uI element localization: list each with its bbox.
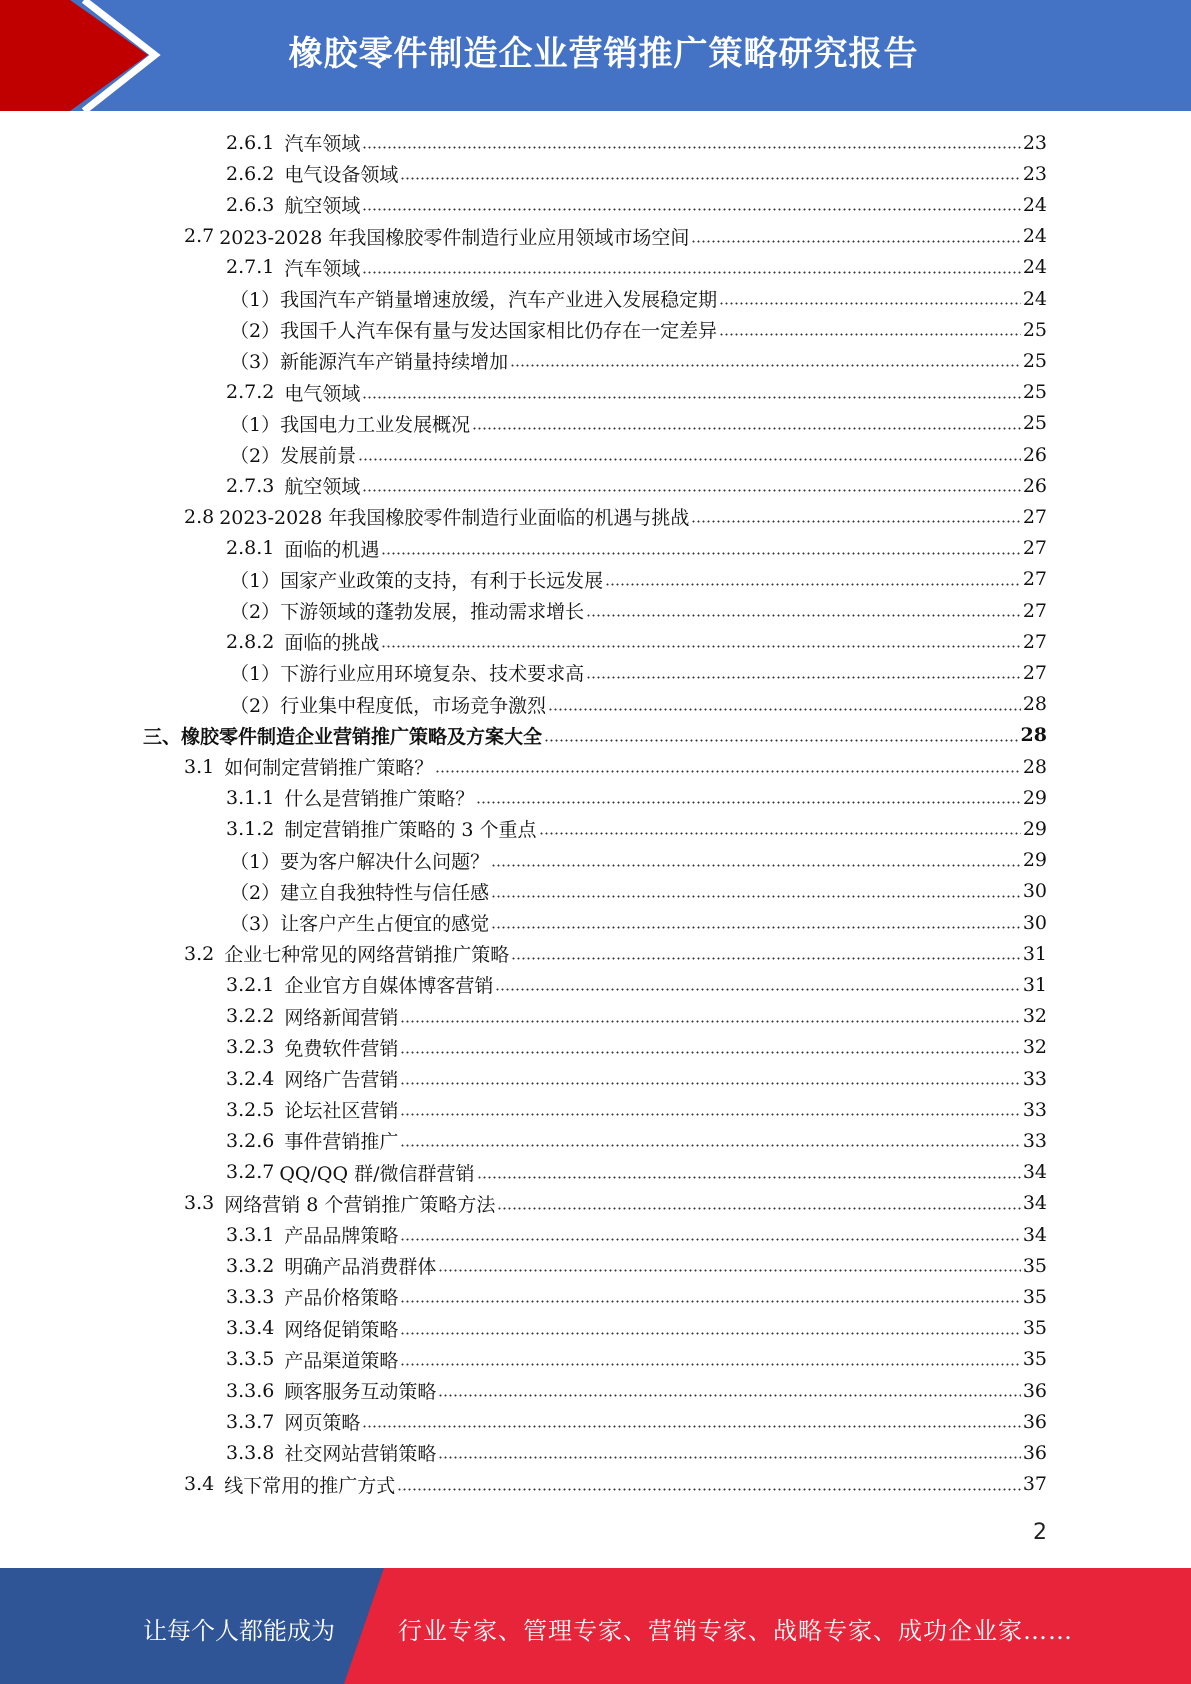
toc-entry[interactable] bbox=[230, 314, 1047, 345]
toc-entry[interactable] bbox=[226, 158, 1047, 189]
toc-dot-leader bbox=[400, 1237, 1020, 1242]
toc-entry-number: 3.1 bbox=[184, 755, 215, 778]
footer-slogan-left: 让每个人都能成为 bbox=[143, 1617, 335, 1645]
toc-entry[interactable] bbox=[226, 969, 1047, 1000]
toc-entry-title: 电气领域 bbox=[284, 382, 361, 405]
toc-entry-title: 网络广告营销 bbox=[284, 1069, 399, 1091]
toc-entry-number: 3.3.3 bbox=[226, 1285, 275, 1308]
toc-dot-leader bbox=[400, 176, 1020, 181]
toc-entry-number: （2） bbox=[230, 445, 281, 467]
toc-entry-page: 31 bbox=[1022, 973, 1047, 996]
toc-dot-leader bbox=[358, 457, 1021, 462]
toc-entry-number: 3.2.1 bbox=[226, 973, 275, 996]
toc-entry-page: 26 bbox=[1022, 474, 1047, 497]
toc-entry-number: （1） bbox=[230, 663, 281, 686]
toc-entry-number: 2.7.3 bbox=[226, 474, 275, 497]
toc-entry-title: 要为客户解决什么问题？ bbox=[280, 850, 490, 873]
toc-entry-title: 发展前景 bbox=[280, 445, 357, 467]
toc-dot-leader bbox=[438, 1393, 1020, 1398]
toc-entry-number: 2.7.2 bbox=[226, 381, 275, 404]
toc-entry-number: （2） bbox=[230, 694, 281, 717]
toc-entry-page: 30 bbox=[1022, 880, 1047, 903]
toc-dot-leader bbox=[381, 551, 1020, 556]
toc-entry-title: 线下常用的推广方式 bbox=[224, 1474, 396, 1497]
toc-entry-number: （1） bbox=[230, 850, 281, 873]
toc-entry[interactable] bbox=[226, 813, 1047, 844]
toc-entry-title: 面临的机遇 bbox=[284, 538, 380, 561]
toc-entry-page: 29 bbox=[1022, 849, 1047, 872]
page-footer bbox=[0, 1568, 1191, 1684]
page-header bbox=[0, 0, 1191, 111]
toc-entry-number: 3.2.3 bbox=[226, 1036, 275, 1059]
toc-entry-number: 3.2.4 bbox=[226, 1067, 275, 1090]
toc-entry-title: 电气设备领域 bbox=[284, 164, 399, 187]
toc-entry-title: 制定营销推广策略的 3 个重点 bbox=[284, 819, 537, 842]
toc-dot-leader bbox=[438, 1455, 1020, 1460]
toc-dot-leader bbox=[548, 707, 1021, 712]
toc-entry-title: 事件营销推广 bbox=[284, 1131, 399, 1154]
toc-dot-leader bbox=[497, 1206, 1020, 1211]
toc-dot-leader bbox=[362, 270, 1020, 275]
toc-entry-number: 3.2.2 bbox=[226, 1005, 275, 1028]
toc-dot-leader bbox=[400, 1143, 1020, 1148]
toc-entry-page: 31 bbox=[1022, 942, 1047, 965]
toc-entry-page: 29 bbox=[1022, 817, 1047, 840]
toc-dot-leader bbox=[605, 582, 1021, 587]
toc-entry[interactable] bbox=[226, 1063, 1047, 1094]
toc-entry-page: 35 bbox=[1022, 1348, 1047, 1371]
toc-entry-title: 什么是营销推广策略？ bbox=[284, 788, 475, 811]
toc-entry-title: 航空领域 bbox=[284, 195, 361, 218]
toc-entry-page: 24 bbox=[1022, 193, 1047, 216]
toc-dot-leader bbox=[476, 800, 1020, 805]
toc-dot-leader bbox=[400, 1081, 1020, 1086]
toc-entry-number: 2.7 bbox=[184, 225, 215, 248]
toc-dot-leader bbox=[400, 1299, 1020, 1304]
toc-entry[interactable] bbox=[226, 1157, 1047, 1188]
toc-entry-title: 企业官方自媒体博客营销 bbox=[284, 975, 494, 998]
toc-entry-page: 25 bbox=[1022, 412, 1047, 435]
toc-entry-page: 37 bbox=[1022, 1473, 1047, 1496]
toc-entry-page: 34 bbox=[1022, 1223, 1047, 1246]
toc-entry-number: 2.8 bbox=[184, 505, 215, 528]
toc-entry-title: 下游领域的蓬勃发展，推动需求增长 bbox=[280, 601, 585, 623]
page-number: 2 bbox=[1033, 1520, 1047, 1545]
toc-entry[interactable] bbox=[226, 377, 1047, 408]
toc-entry-page: 33 bbox=[1022, 1098, 1047, 1121]
toc-dot-leader bbox=[362, 1424, 1020, 1429]
toc-entry-page: 35 bbox=[1022, 1285, 1047, 1308]
toc-entry-number: 3.2.6 bbox=[226, 1129, 275, 1152]
toc-entry[interactable] bbox=[184, 501, 1047, 532]
toc-entry-page: 30 bbox=[1022, 911, 1047, 934]
toc-dot-leader bbox=[435, 769, 1021, 774]
toc-entry-title: 2023-2028 年我国橡胶零件制造行业面临的机遇与挑战 bbox=[219, 507, 690, 530]
toc-entry-title: 汽车领域 bbox=[284, 257, 361, 280]
toc-entry[interactable] bbox=[226, 1125, 1047, 1156]
toc-entry[interactable] bbox=[230, 439, 1047, 470]
toc-entry-number: 2.7.1 bbox=[226, 256, 275, 279]
toc-entry[interactable] bbox=[226, 1001, 1047, 1032]
toc-entry-page: 33 bbox=[1022, 1129, 1047, 1152]
toc-entry-title: QQ/QQ 群/微信群营销 bbox=[279, 1162, 475, 1185]
toc-entry-title: 网页策略 bbox=[284, 1412, 361, 1435]
toc-dot-leader bbox=[491, 863, 1021, 868]
toc-entry-number: 2.6.3 bbox=[226, 193, 275, 216]
toc-entry[interactable] bbox=[226, 1344, 1047, 1375]
toc-entry-page: 24 bbox=[1022, 225, 1047, 248]
toc-entry-title: 产品渠道策略 bbox=[284, 1349, 399, 1372]
toc-entry-number: （3） bbox=[230, 351, 281, 374]
toc-entry-number: （1） bbox=[230, 289, 281, 311]
toc-entry[interactable] bbox=[226, 1094, 1047, 1125]
toc-entry-page: 36 bbox=[1022, 1410, 1047, 1433]
toc-dot-leader bbox=[491, 894, 1021, 899]
toc-entry[interactable] bbox=[184, 1188, 1047, 1219]
toc-dot-leader bbox=[691, 239, 1020, 244]
toc-entry[interactable] bbox=[226, 626, 1047, 657]
toc-entry-title: 国家产业政策的支持，有利于长远发展 bbox=[280, 569, 604, 592]
toc-entry-title: 2023-2028 年我国橡胶零件制造行业应用领域市场空间 bbox=[219, 226, 690, 249]
toc-entry-number: 3.3.6 bbox=[226, 1379, 275, 1402]
toc-entry-number: 3.3.7 bbox=[226, 1410, 275, 1433]
toc-entry-page: 36 bbox=[1022, 1441, 1047, 1464]
document-title: 橡胶零件制造企业营销推广策略研究报告 bbox=[288, 34, 919, 74]
toc-dot-leader bbox=[539, 831, 1021, 836]
toc-entry[interactable] bbox=[226, 252, 1047, 283]
toc-entry-page: 35 bbox=[1022, 1254, 1047, 1277]
toc-entry-number: 3.1.2 bbox=[226, 817, 275, 840]
toc-entry-page: 23 bbox=[1022, 131, 1047, 154]
toc-dot-leader bbox=[491, 925, 1021, 930]
toc-entry[interactable] bbox=[226, 189, 1047, 220]
toc-entry-page: 35 bbox=[1022, 1317, 1047, 1340]
toc-entry-page: 27 bbox=[1022, 630, 1047, 653]
toc-entry-page: 34 bbox=[1022, 1161, 1047, 1184]
toc-entry[interactable] bbox=[184, 1469, 1047, 1500]
toc-entry-title: 汽车领域 bbox=[284, 133, 361, 155]
toc-dot-leader bbox=[362, 395, 1020, 400]
toc-entry-number: （3） bbox=[230, 913, 281, 935]
toc-entry-page: 25 bbox=[1022, 318, 1047, 341]
toc-dot-leader bbox=[362, 207, 1020, 212]
toc-entry-page: 36 bbox=[1022, 1379, 1047, 1402]
toc-entry-number: （2） bbox=[230, 320, 281, 343]
toc-entry-number: 3.3.4 bbox=[226, 1317, 275, 1340]
toc-entry[interactable] bbox=[226, 470, 1047, 501]
toc-entry[interactable] bbox=[226, 1313, 1047, 1344]
toc-entry-title: 网络营销 8 个营销推广策略方法 bbox=[224, 1193, 496, 1216]
toc-dot-leader bbox=[400, 1050, 1020, 1055]
toc-entry-title: 企业七种常见的网络营销推广策略 bbox=[224, 944, 510, 967]
toc-dot-leader bbox=[586, 675, 1021, 680]
toc-dot-leader bbox=[400, 1112, 1020, 1117]
toc-entry-page: 24 bbox=[1022, 256, 1047, 279]
toc-entry-number: 3.3.8 bbox=[226, 1441, 275, 1464]
toc-entry[interactable] bbox=[184, 221, 1047, 252]
toc-entry-page: 26 bbox=[1022, 443, 1047, 466]
toc-entry-number: 三、 bbox=[143, 725, 182, 748]
toc-entry-page: 29 bbox=[1022, 786, 1047, 809]
toc-entry[interactable] bbox=[226, 1375, 1047, 1406]
toc-entry[interactable] bbox=[230, 845, 1047, 876]
toc-entry-page: 23 bbox=[1022, 162, 1047, 185]
toc-dot-leader bbox=[362, 145, 1020, 150]
toc-dot-leader bbox=[477, 1175, 1021, 1180]
toc-dot-leader bbox=[472, 426, 1021, 431]
toc-entry-number: 2.6.2 bbox=[226, 162, 275, 185]
toc-entry[interactable] bbox=[226, 1437, 1047, 1468]
toc-entry-page: 28 bbox=[1020, 724, 1047, 747]
toc-entry[interactable] bbox=[230, 595, 1047, 626]
toc-entry-title: 网络促销策略 bbox=[284, 1318, 399, 1341]
toc-dot-leader bbox=[362, 488, 1020, 493]
toc-entry-page: 33 bbox=[1022, 1067, 1047, 1090]
toc-entry-title: 让客户产生占便宜的感觉 bbox=[280, 913, 490, 935]
toc-dot-leader bbox=[510, 363, 1021, 368]
toc-entry-number: （2） bbox=[230, 881, 281, 904]
toc-entry-page: 25 bbox=[1022, 349, 1047, 372]
toc-entry-title: 下游行业应用环境复杂、技术要求高 bbox=[280, 663, 585, 686]
toc-entry-number: （1） bbox=[230, 569, 281, 592]
toc-entry[interactable] bbox=[230, 283, 1047, 314]
toc-entry-title: 新能源汽车产销量持续增加 bbox=[280, 351, 509, 374]
toc-entry[interactable] bbox=[226, 782, 1047, 813]
toc-entry-number: 3.2.5 bbox=[226, 1098, 275, 1121]
toc-dot-leader bbox=[400, 1362, 1020, 1367]
toc-entry-title: 如何制定营销推广策略？ bbox=[224, 757, 434, 779]
toc-entry-title: 免费软件营销 bbox=[284, 1037, 399, 1060]
toc-dot-leader bbox=[438, 1268, 1020, 1273]
toc-entry[interactable] bbox=[184, 751, 1047, 782]
toc-entry-page: 24 bbox=[1022, 287, 1047, 310]
toc-entry-page: 28 bbox=[1022, 755, 1047, 778]
toc-entry[interactable] bbox=[230, 657, 1047, 688]
toc-dot-leader bbox=[381, 644, 1020, 649]
toc-entry[interactable] bbox=[143, 720, 1047, 751]
toc-entry[interactable] bbox=[230, 345, 1047, 376]
toc-entry-number: 3.2 bbox=[184, 942, 215, 965]
toc-entry-title: 网络新闻营销 bbox=[284, 1006, 399, 1029]
toc-entry-page: 27 bbox=[1022, 537, 1047, 560]
toc-dot-leader bbox=[397, 1487, 1021, 1492]
toc-entry[interactable] bbox=[184, 938, 1047, 969]
toc-entry[interactable] bbox=[226, 1281, 1047, 1312]
toc-entry-title: 产品品牌策略 bbox=[284, 1225, 399, 1247]
toc-entry-title: 航空领域 bbox=[284, 476, 361, 499]
toc-entry[interactable] bbox=[230, 564, 1047, 595]
toc-entry-title: 我国汽车产销量增速放缓，汽车产业进入发展稳定期 bbox=[280, 289, 718, 311]
toc-entry-number: 3.3.2 bbox=[226, 1254, 275, 1277]
toc-entry-page: 28 bbox=[1022, 693, 1047, 716]
toc-entry-number: （2） bbox=[230, 601, 281, 623]
toc-dot-leader bbox=[400, 1019, 1020, 1024]
toc-entry[interactable] bbox=[230, 408, 1047, 439]
toc-entry-title: 论坛社区营销 bbox=[284, 1100, 399, 1123]
toc-dot-leader bbox=[544, 738, 1019, 743]
toc-entry-page: 27 bbox=[1022, 568, 1047, 591]
toc-entry-number: 2.8.2 bbox=[226, 630, 275, 653]
toc-entry[interactable] bbox=[230, 876, 1047, 907]
toc-entry-page: 27 bbox=[1022, 505, 1047, 528]
toc-entry-number: 2.8.1 bbox=[226, 537, 275, 560]
toc-entry[interactable] bbox=[226, 533, 1047, 564]
toc-dot-leader bbox=[400, 1331, 1020, 1336]
toc-entry[interactable] bbox=[226, 127, 1047, 158]
toc-entry-number: 3.3.1 bbox=[226, 1223, 275, 1246]
toc-entry-title: 橡胶零件制造企业营销推广策略及方案大全 bbox=[181, 725, 543, 748]
toc-entry-page: 25 bbox=[1022, 381, 1047, 404]
toc-entry-number: 3.3 bbox=[184, 1192, 215, 1215]
toc-dot-leader bbox=[719, 332, 1021, 337]
toc-entry-page: 32 bbox=[1022, 1005, 1047, 1028]
toc-dot-leader bbox=[495, 987, 1020, 992]
toc-entry-title: 社交网站营销策略 bbox=[284, 1443, 437, 1466]
toc-entry-number: 3.1.1 bbox=[226, 786, 275, 809]
toc-entry-number: 3.4 bbox=[184, 1473, 215, 1496]
toc-entry-page: 32 bbox=[1022, 1036, 1047, 1059]
toc-entry[interactable] bbox=[226, 1032, 1047, 1063]
toc-entry[interactable] bbox=[230, 907, 1047, 938]
toc-entry-title: 顾客服务互动策略 bbox=[284, 1381, 437, 1403]
toc-entry-page: 34 bbox=[1022, 1192, 1047, 1215]
footer-slogan-right: 行业专家、管理专家、营销专家、战略专家、成功企业家…… bbox=[398, 1617, 1073, 1645]
toc-dot-leader bbox=[719, 301, 1021, 306]
toc-entry-page: 27 bbox=[1022, 599, 1047, 622]
toc-entry[interactable] bbox=[226, 1250, 1047, 1281]
toc-entry-title: 明确产品消费群体 bbox=[284, 1256, 437, 1279]
toc-dot-leader bbox=[586, 613, 1021, 618]
toc-entry-title: 我国千人汽车保有量与发达国家相比仍存在一定差异 bbox=[280, 320, 718, 343]
toc-dot-leader bbox=[511, 956, 1021, 961]
toc-entry[interactable] bbox=[230, 689, 1047, 720]
toc-entry-title: 建立自我独特性与信任感 bbox=[280, 881, 490, 904]
toc-entry-page: 27 bbox=[1022, 661, 1047, 684]
toc-entry-number: （1） bbox=[230, 413, 281, 436]
toc-entry[interactable] bbox=[226, 1406, 1047, 1437]
toc-entry-title: 我国电力工业发展概况 bbox=[280, 413, 471, 436]
toc-entry-number: 3.2.7 bbox=[226, 1161, 275, 1184]
toc-entry[interactable] bbox=[226, 1219, 1047, 1250]
toc-entry-title: 面临的挑战 bbox=[284, 632, 380, 655]
toc-entry-title: 行业集中程度低，市场竞争激烈 bbox=[280, 694, 547, 717]
toc-entry-title: 产品价格策略 bbox=[284, 1287, 399, 1310]
toc-entry-number: 3.3.5 bbox=[226, 1348, 275, 1371]
toc-entry-number: 2.6.1 bbox=[226, 131, 275, 154]
toc-dot-leader bbox=[691, 519, 1020, 524]
